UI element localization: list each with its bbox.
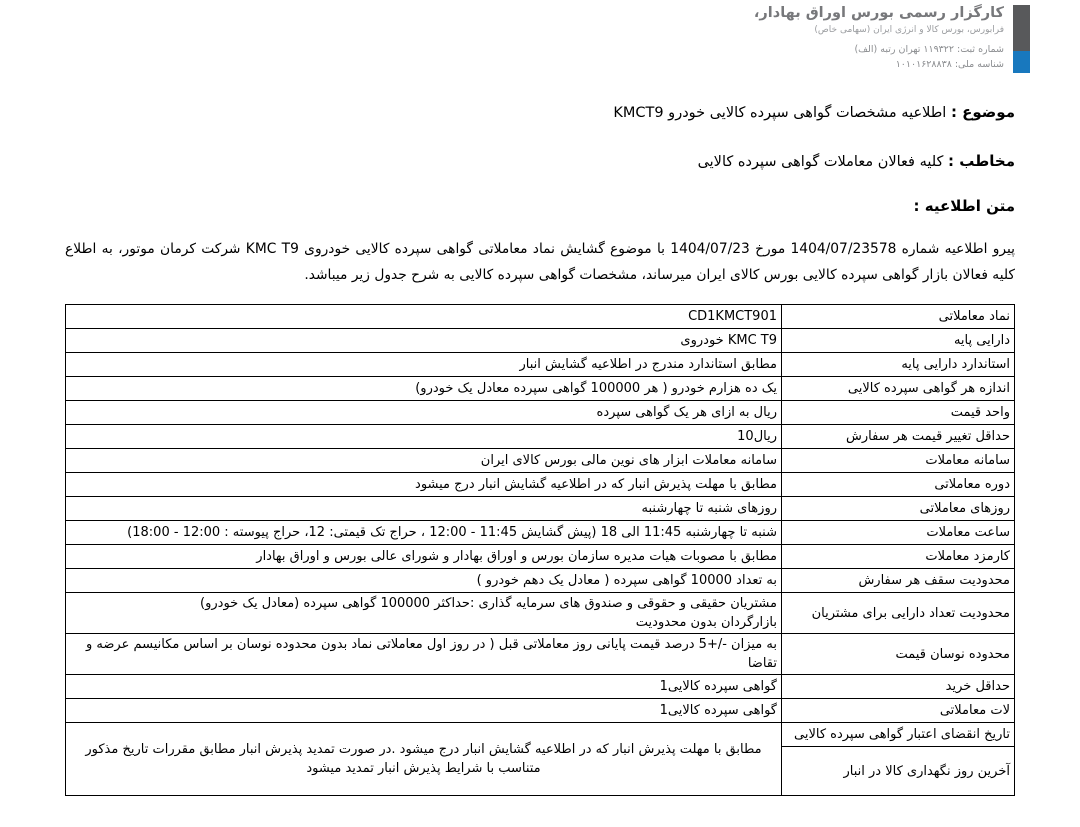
spec-row-value: مطابق با مهلت پذیرش انبار که در اطلاعیه گشایش انبار درج میشود .در صورت تمدید پذیرش انبار مطابق مقررات تاریخ مذکور متناسب با شرایط پذیرش انبار تمدید میشود bbox=[66, 723, 782, 796]
accent-bar-blue-segment bbox=[1013, 51, 1030, 73]
spec-row-label: دارایی پایه bbox=[782, 329, 1015, 353]
spec-row bbox=[66, 569, 1015, 593]
spec-table bbox=[65, 304, 1015, 796]
spec-row-value: یک ده هزارم خودرو ( هر 100000 گواهی سپرده معادل یک خودرو) bbox=[66, 377, 782, 401]
spec-row-label: حداقل تغییر قیمت هر سفارش bbox=[782, 425, 1015, 449]
spec-row-label: حداقل خرید bbox=[782, 675, 1015, 699]
spec-row-value: مطابق استاندارد مندرج در اطلاعیه گشایش انبار bbox=[66, 353, 782, 377]
spec-row-label: دوره معاملاتی bbox=[782, 473, 1015, 497]
spec-value-line: بازارگردان بدون محدودیت bbox=[635, 615, 777, 630]
letterhead-firm-name: کارگزار رسمی بورس اوراق بهادار، bbox=[753, 5, 1004, 21]
body-paragraph: پیرو اطلاعیه شماره 1404/07/23578 مورخ 1404/07/23 با موضوع گشایش نماد معاملاتی گواهی سپرده کالایی خودروی KMC T9 شرکت کرمان موتور، به اطلاع کلیه فعالان بازار گواهی سپرده کالایی بورس کالای ایران میرساند، مشخصات گواهی سپرده کالایی به شرح جدول زیر میباشد. bbox=[65, 241, 1016, 283]
audience-line bbox=[65, 152, 1015, 170]
letter-content bbox=[65, 100, 1015, 796]
spec-row bbox=[66, 521, 1015, 545]
subject-label: موضوع : bbox=[950, 103, 1015, 121]
spec-row-value: شنبه تا چهارشنبه 11:45 الی 18 (پیش گشایش 11:45 - 12:00 ، حراج تک قیمتی: 12، حراج پیوسته : 12:00 - 18:00) bbox=[66, 521, 782, 545]
spec-table-body bbox=[66, 305, 1015, 796]
subject-line bbox=[65, 103, 1015, 121]
spec-row bbox=[66, 401, 1015, 425]
spec-row-value: به تعداد 10000 گواهی سپرده ( معادل یک دهم خودرو ) bbox=[66, 569, 782, 593]
spec-row bbox=[66, 473, 1015, 497]
spec-row bbox=[66, 497, 1015, 521]
spec-row-value: مطابق با مصوبات هیات مدیره سازمان بورس و اوراق بهادار و شورای عالی بورس و اوراق بهادار bbox=[66, 545, 782, 569]
spec-row bbox=[66, 593, 1015, 634]
subject-text: اطلاعیه مشخصات گواهی سپرده کالایی خودرو KMCT9 bbox=[613, 105, 947, 121]
spec-row-label: ساعت معاملات bbox=[782, 521, 1015, 545]
letterhead-registration-number: شماره ثبت: ۱۱۹۳۲۲ تهران رتبه (الف) bbox=[854, 44, 1004, 55]
spec-row-label: سامانه معاملات bbox=[782, 449, 1015, 473]
letterhead-subtitle: فرابورس، بورس کالا و انرژی ایران (سهامی خاص) bbox=[814, 25, 1004, 35]
audience-label: مخاطب : bbox=[948, 152, 1015, 170]
spec-row-value bbox=[66, 593, 782, 634]
spec-row-label: واحد قیمت bbox=[782, 401, 1015, 425]
spec-row-value: 1گواهی سپرده کالایی bbox=[66, 675, 782, 699]
letterhead-national-id: شناسه ملی: ۱۰۱۰۱۶۲۸۸۳۸ bbox=[895, 59, 1004, 70]
letterhead-text-block bbox=[754, 5, 1004, 72]
spec-row bbox=[66, 699, 1015, 723]
spec-row-value: سامانه معاملات ابزار های نوین مالی بورس کالای ایران bbox=[66, 449, 782, 473]
body-heading: متن اطلاعیه : bbox=[913, 197, 1015, 215]
spec-row bbox=[66, 353, 1015, 377]
spec-row-label: کارمزد معاملات bbox=[782, 545, 1015, 569]
spec-row bbox=[66, 449, 1015, 473]
spec-row-label: آخرین روز نگهداری کالا در انبار bbox=[782, 747, 1015, 796]
spec-row-label: تاریخ انقضای اعتبار گواهی سپرده کالایی bbox=[782, 723, 1015, 747]
spec-value-line: مشتریان حقیقی و حقوقی و صندوق های سرمایه گذاری :حداکثر 100000 گواهی سپرده (معادل یک خودرو) bbox=[200, 596, 777, 611]
spec-row-value: مطابق با مهلت پذیرش انبار که در اطلاعیه گشایش انبار درج میشود bbox=[66, 473, 782, 497]
spec-row-label: محدودیت سقف هر سفارش bbox=[782, 569, 1015, 593]
spec-row-label: نماد معاملاتی bbox=[782, 305, 1015, 329]
spec-row bbox=[66, 305, 1015, 329]
spec-row bbox=[66, 545, 1015, 569]
spec-row-label: لات معاملاتی bbox=[782, 699, 1015, 723]
spec-row bbox=[66, 377, 1015, 401]
spec-row-value: خودروی KMC T9 bbox=[66, 329, 782, 353]
spec-row-label: محدوده نوسان قیمت bbox=[782, 634, 1015, 675]
spec-row bbox=[66, 723, 1015, 747]
spec-row bbox=[66, 425, 1015, 449]
spec-row-label: محدودیت تعداد دارایی برای مشتریان bbox=[782, 593, 1015, 634]
spec-row-value: ریال به ازای هر یک گواهی سپرده bbox=[66, 401, 782, 425]
letterhead bbox=[754, 5, 1030, 73]
spec-row-value: 1گواهی سپرده کالایی bbox=[66, 699, 782, 723]
spec-row-value: 10ریال bbox=[66, 425, 782, 449]
spec-row-label: استاندارد دارایی پایه bbox=[782, 353, 1015, 377]
accent-bar-gray-segment bbox=[1013, 5, 1030, 51]
spec-row-label: اندازه هر گواهی سپرده کالایی bbox=[782, 377, 1015, 401]
spec-row bbox=[66, 634, 1015, 675]
spec-row-label: روزهای معاملاتی bbox=[782, 497, 1015, 521]
spec-row bbox=[66, 329, 1015, 353]
audience-text: کلیه فعالان معاملات گواهی سپرده کالایی bbox=[697, 154, 944, 170]
spec-row-value: CD1KMCT901 bbox=[66, 305, 782, 329]
spec-row-value: روزهای شنبه تا چهارشنبه bbox=[66, 497, 782, 521]
spec-row-value: به میزان -/+5 درصد قیمت پایانی روز معاملاتی قبل ( در روز اول معاملاتی نماد بدون محدوده نوسان بر اساس مکانیسم عرضه و تقاضا bbox=[66, 634, 782, 675]
spec-row bbox=[66, 675, 1015, 699]
letterhead-accent-bar bbox=[1013, 5, 1030, 73]
